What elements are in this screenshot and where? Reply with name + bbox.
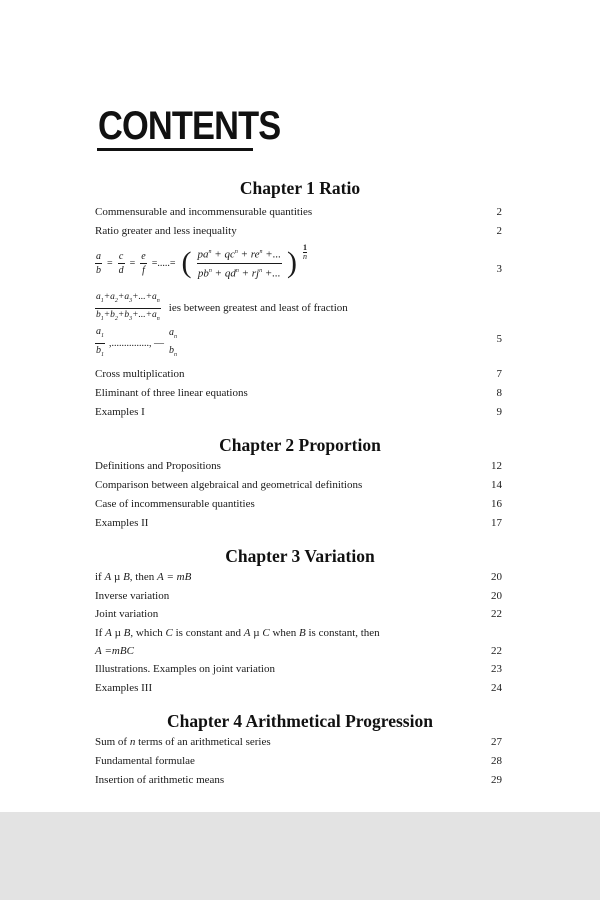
- toc-entry-page: 12: [491, 460, 502, 472]
- footer-band: [0, 812, 600, 900]
- toc-entry-page: 8: [496, 387, 502, 399]
- toc-entry-page: 20: [491, 590, 502, 602]
- toc-entry-label: Examples III: [95, 682, 153, 694]
- toc-entry-label: Examples I: [95, 406, 145, 418]
- toc-entry-label: Cross multiplication: [95, 368, 185, 380]
- toc-entry-page: 2: [496, 225, 502, 237]
- toc-entry-label: if A µ B, then A = mB: [95, 571, 192, 583]
- toc-entry-page: 2: [496, 206, 502, 218]
- toc-entry-page: 29: [491, 774, 502, 786]
- chapter-4-heading: Chapter 4 Arithmetical Progression: [167, 711, 433, 731]
- toc-entry-label: Commensurable and incommensurable quantities: [95, 206, 313, 218]
- toc-entry-page: 5: [496, 333, 502, 345]
- toc-entry-label: Fundamental formulae: [95, 755, 195, 767]
- toc-entry-label: Comparison between algebraical and geometrical definitions: [95, 479, 363, 491]
- toc-entry-label: Joint variation: [95, 608, 159, 620]
- mean-fraction: $\frac{a_1+a_2+a_3+...+a_n}{b_1+b_2+b_3+...+a_n}$ ies between greatest and least of fraction: [96, 292, 348, 322]
- toc-entry-page: 22: [491, 645, 502, 657]
- toc-entry-label: Ratio greater and less inequality: [95, 225, 237, 237]
- toc-entry-page: 17: [491, 517, 502, 529]
- toc-entry-page: 22: [491, 608, 502, 620]
- contents-title: CONTENTS: [98, 104, 281, 148]
- chapter-2-heading: Chapter 2 Proportion: [219, 435, 381, 455]
- toc-entry-page: 7: [496, 368, 502, 380]
- chapter-1-heading: Chapter 1 Ratio: [239, 178, 361, 198]
- toc-entry-page: 28: [491, 755, 502, 767]
- toc-entry-page: 16: [491, 498, 502, 510]
- toc-entry-label: Case of incommensurable quantities: [95, 498, 255, 510]
- toc-entry-label: Definitions and Propositions: [95, 460, 221, 472]
- toc-entry-page: 24: [491, 682, 502, 694]
- toc-entry-page: 9: [496, 406, 502, 418]
- toc-entry-label: Inverse variation: [95, 590, 170, 602]
- title-underline: [97, 148, 253, 151]
- toc-entry-label: Eliminant of three linear equations: [95, 387, 248, 399]
- toc-entry-label: Examples II: [95, 517, 149, 529]
- toc-entry-page: 27: [491, 736, 502, 748]
- chapter-3-heading: Chapter 3 Variation: [225, 546, 375, 566]
- toc-entry-label: Insertion of arithmetic means: [95, 774, 225, 786]
- fraction-range: $\frac{a_1}{b_1}$ ,..............., — $a_n$ $b_n$: [96, 326, 177, 358]
- toc-entry-page: 14: [491, 479, 502, 491]
- toc-entry-label: Illustrations. Examples on joint variation: [95, 663, 275, 675]
- toc-entry-label: If A µ B, which C is constant and A µ C when B is constant, then: [95, 627, 380, 639]
- toc-entry-page: 3: [496, 263, 502, 275]
- toc-entry-page: 20: [491, 571, 502, 583]
- toc-entry-page: 23: [491, 663, 502, 675]
- toc-entry-label: Sum of n terms of an arithmetical series: [95, 736, 271, 748]
- ratio-formula: $\frac{a}{b}$ = $\frac{c}{d}$ = $\frac{e}{f}$ =.....= ( $\frac{pa^n + qc^n + re^n +...}{pb^n + qd^n + rj^n +...}$ ) 1 n: [96, 243, 307, 280]
- toc-entry-label: A =mBC: [95, 645, 134, 657]
